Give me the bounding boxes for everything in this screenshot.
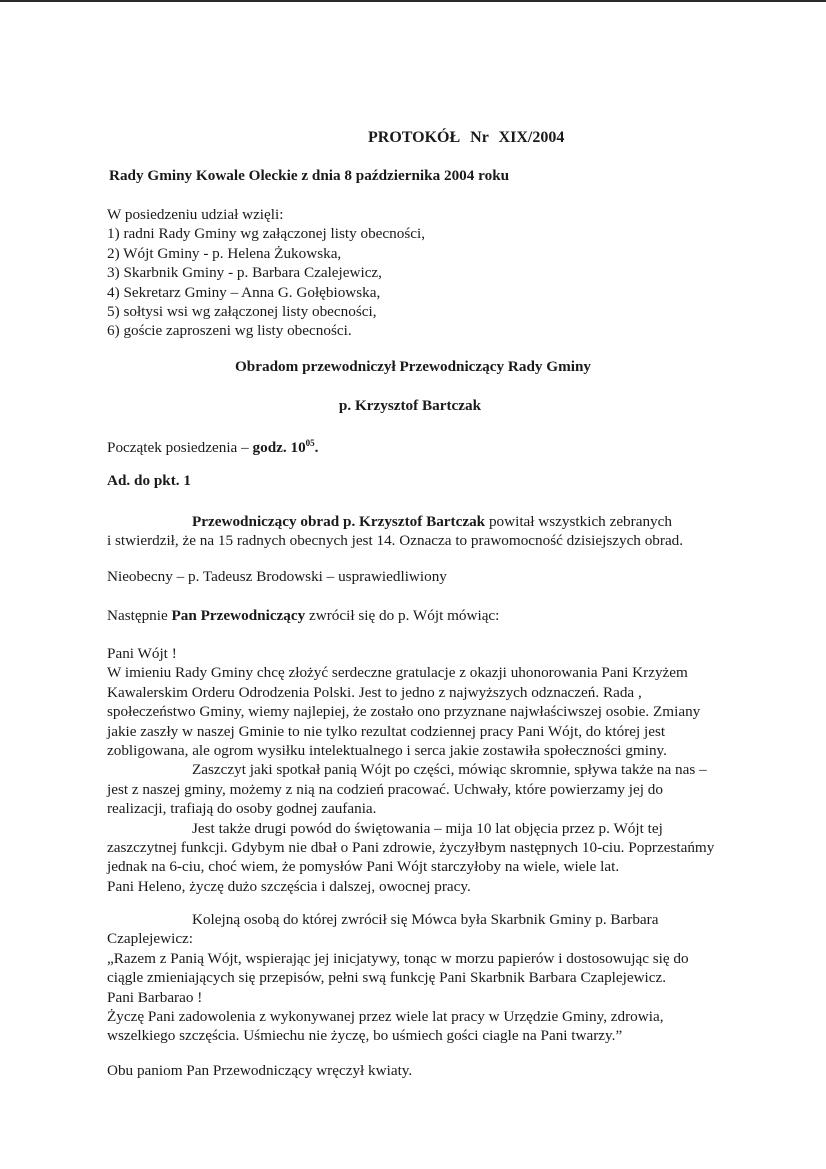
speech-line: wszelkiego szczęścia. Uśmiechu nie życzę, bo uśmiech gości ciagle na Pani twarzy.”	[107, 1027, 623, 1045]
speech-line: Pani Heleno, życzę dużo szczęścia i dalszej, owocnej pracy.	[107, 877, 471, 895]
attendance-item: 6) goście zaproszeni wg listy obecności.	[107, 322, 352, 340]
speech-line: W imieniu Rady Gminy chcę złożyć serdeczne gratulacje z okazji uhonorowania Pani Krzyżem	[107, 664, 688, 682]
speech-line: jest z naszej gminy, możemy z nią na codzień pracować. Uchwały, które powierzamy jej do	[107, 780, 663, 798]
attendance-item: 5) sołtysi wsi wg załączonej listy obecności,	[107, 303, 377, 321]
speech-line: Pani Barbarao !	[107, 988, 203, 1006]
speech-line: Czaplejewicz:	[107, 930, 194, 948]
speech-line: Kawalerskim Orderu Odrodzenia Polski. Jest to jedno z najwyższych odznaczeń. Rada ,	[107, 683, 642, 701]
agenda-heading-1: Ad. do pkt. 1	[107, 472, 191, 489]
speech-line: Jest także drugi powód do świętowania – mija 10 lat objęcia przez p. Wójt tej	[192, 819, 663, 837]
paragraph-opening	[107, 512, 777, 551]
absence-note: Nieobecny – p. Tadeusz Brodowski – usprawiedliwiony	[107, 568, 447, 585]
attendance-item: 1) radni Rady Gminy wg załączonej listy obecności,	[107, 225, 426, 243]
closing-line: Obu paniom Pan Przewodniczący wręczył kwiaty.	[107, 1062, 413, 1079]
chair-name: p. Krzysztof Bartczak	[338, 397, 482, 414]
speech-line: realizacji, trafiają do osoby godnej zaufania.	[107, 800, 377, 818]
speech-to-skarbnik	[107, 910, 777, 1046]
session-start	[107, 434, 777, 457]
speech-line: Zaszczyt jaki spotkał panią Wójt po części, mówiąc skromnie, spływa także na nas –	[192, 761, 707, 779]
session-start-label: Początek posiedzenia –	[107, 439, 253, 456]
document-title: PROTOKÓŁ Nr XIX/2004	[368, 129, 565, 146]
paragraph-text: i stwierdził, że na 15 radnych obecnych jest 14. Oznacza to prawomocność dzisiejszych obrad.	[107, 532, 684, 550]
session-start-time: godz. 10	[252, 439, 306, 456]
attendance-intro: W posiedzeniu udział wzięli:	[107, 206, 284, 223]
speech-line: Życzę Pani zadowolenia z wykonywanej przez wiele lat pracy w Urzędzie Gminy, zdrowia,	[107, 1008, 664, 1026]
attendance-list	[107, 205, 777, 341]
speech-line: Kolejną osobą do której zwrócił się Mówca była Skarbnik Gminy p. Barbara	[192, 911, 659, 928]
speech-line: zobligowana, ale ogrom wysiłku intelektualnego i serca jakie zostawiła społeczności gminy.	[107, 742, 667, 760]
session-start-period: .	[314, 439, 319, 456]
transition-prefix: Następnie	[107, 607, 172, 624]
attendance-item: 2) Wójt Gminy - p. Helena Żukowska,	[107, 244, 342, 262]
speech-line: „Razem z Panią Wójt, wspierając jej inicjatywy, tonąc w morzu papierów i dostosowując się do	[107, 949, 689, 967]
speech-line: jakie zaszły w naszej Gminie to nie tylko rezultat codziennej pracy Pani Wójt, do której jest	[107, 722, 666, 740]
attendance-item: 3) Skarbnik Gminy - p. Barbara Czalejewicz,	[107, 264, 382, 282]
speech-line: Pani Wójt !	[107, 645, 177, 662]
transition-line	[107, 606, 777, 625]
session-start-minutes: 05	[305, 438, 315, 448]
speech-to-wojt	[107, 644, 777, 896]
transition-suffix: zwrócił się do p. Wójt mówiąc:	[305, 607, 500, 624]
transition-bold: Pan Przewodniczący	[171, 607, 306, 624]
speech-line: społeczeństwo Gminy, wiemy najlepiej, że zostało ono przyznane najwłaściwszej osobie. Zmiany	[107, 703, 701, 721]
chair-line: Obradom przewodniczył Przewodniczący Rady Gminy	[234, 358, 592, 375]
document-subtitle: Rady Gminy Kowale Oleckie z dnia 8 października 2004 roku	[109, 167, 510, 184]
page-top-rule	[0, 0, 826, 2]
chairman-name: Przewodniczący obrad p. Krzysztof Bartczak	[192, 513, 486, 530]
attendance-item: 4) Sekretarz Gminy – Anna G. Gołębiowska,	[107, 283, 381, 301]
speech-line: jednak na 6-ciu, choć wiem, że pomysłów Pani Wójt starczyłoby na wiele, wiele lat.	[107, 858, 620, 876]
speech-line: zaszczytnej funkcji. Gdybym nie dbał o Pani zdrowie, życzyłbym następnych 10-ciu. Poprzestańmy	[107, 839, 715, 857]
speech-line: ciągle zmieniających się przepisów, pełni swą funkcję Pani Skarbnik Barbara Czaplejewicz.	[107, 969, 667, 987]
paragraph-text: powitał wszystkich zebranych	[485, 513, 672, 530]
